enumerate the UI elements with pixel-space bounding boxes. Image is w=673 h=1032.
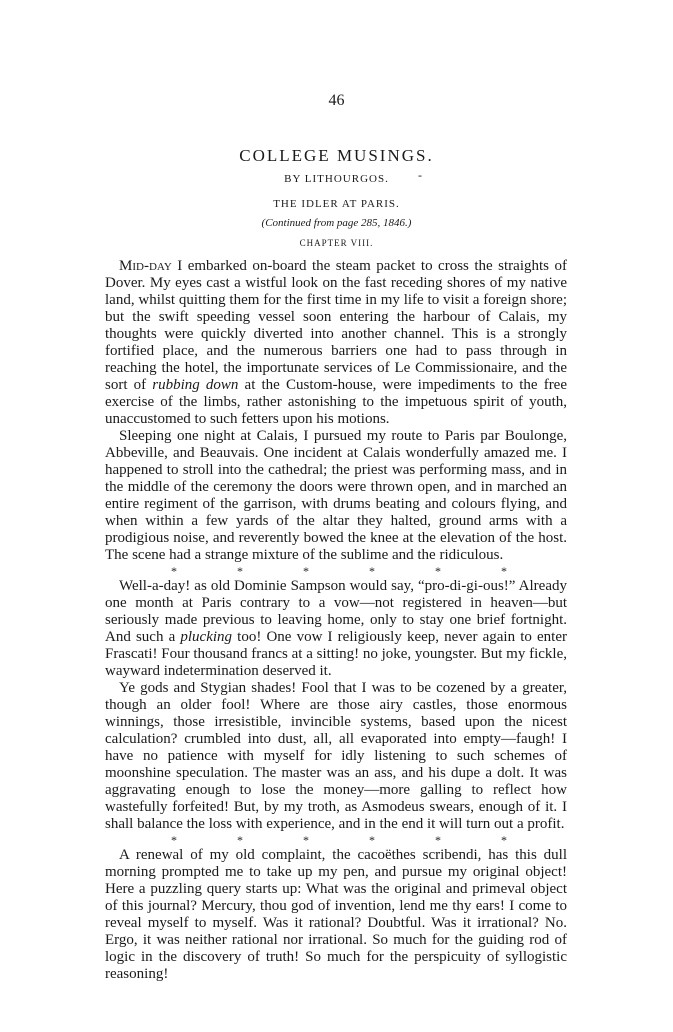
star-glyph: *: [237, 564, 243, 578]
paragraph-text: Well-a-day! as old Dominie Sampson would say, “pro-di-gi-ous!” Already one month at Paris contrary to a vow—not registered in heaven—but seriously made previous to leaving home, only to stay one brief fortnight. And such a: [105, 578, 567, 645]
article-body: [105, 258, 567, 983]
star-glyph: *: [369, 564, 375, 578]
chapter-heading: CHAPTER VIII.: [299, 238, 374, 248]
emphasis-text: plucking: [180, 629, 233, 645]
paragraph-1: [105, 258, 567, 428]
star-glyph: *: [435, 833, 441, 847]
paragraph-2: Sleeping one night at Calais, I pursued my route to Paris par Boulonge, Abbeville, and Beauvais. One incident at Calais wonderfully amazed me. I happened to stroll into the cathedral; the priest was performing mass, and in the middle of the ceremony the doors were thrown open, and in marched an entire regiment of the garrison, with drums beating and colours flying, and when within a few yards of the altar they halted, ground arms with a prodigious noise, and reverently bowed the knee at the elevation of the host. The scene had a strange mixture of the sublime and the ridiculous.: [105, 428, 567, 563]
paragraph-5: A renewal of my old complaint, the cacoëthes scribendi, has this dull morning prompted me to take up my pen, and pursue my original object! Here a puzzling query starts up: What was the original and primeval object of this journal? Mercury, thou god of invention, lend me thy ears! I come to reveal myself to myself. Was it rational? Doubtful. Was it irrational? No. Ergo, it was neither rational nor irrational. So much for the guiding rod of logic in the discovery of truth! So much for the perspicuity of syllogistic reasoning!: [105, 847, 567, 982]
star-glyph: *: [171, 833, 177, 847]
emphasis-text: rubbing down: [152, 377, 239, 393]
paragraph-text: too! One vow I religiously keep, never again to enter Frascati! Four thousand francs at a sitting! no joke, youngster. But my fickle, wayward indetermination deserved it.: [105, 629, 567, 679]
star-glyph: *: [501, 564, 507, 578]
article-byline: BY LITHOURGOS.: [284, 173, 389, 185]
star-glyph: *: [303, 833, 309, 847]
star-glyph: *: [435, 564, 441, 578]
star-glyph: *: [303, 564, 309, 578]
section-break-stars: [105, 833, 567, 847]
paragraph-lead: Mid-day: [119, 258, 172, 274]
star-glyph: *: [237, 833, 243, 847]
article-subtitle: THE IDLER AT PARIS.: [273, 198, 400, 210]
star-glyph: *: [501, 833, 507, 847]
star-glyph: *: [369, 833, 375, 847]
paragraph-text: at the Custom-house, were impediments to the free exercise of the limbs, rather astonishing to the impetuous spirit of youth, unaccustomed to such fetters upon his motions.: [105, 377, 568, 427]
page-number: 46: [328, 92, 345, 109]
paragraph-3: [105, 578, 567, 680]
article-title: COLLEGE MUSINGS.: [239, 146, 434, 165]
continued-note: (Continued from page 285, 1846.): [261, 217, 412, 229]
star-glyph: *: [171, 564, 177, 578]
byline-dash: -: [418, 168, 422, 182]
paragraph-text: I embarked on-board the steam packet to cross the straights of Dover. My eyes cast a wistful look on the fast receding shores of my native land, whilst quitting them for the first time in my life to visit a foreign shore; but the swift speeding vessel soon entering the harbour of Calais, my thoughts were quickly diverted into another channel. This is a strongly fortified place, and the numerous barriers one had to pass through in reaching the hotel, the importunate services of Le Commissionaire, and the sort of: [105, 258, 567, 393]
section-break-stars: [105, 564, 567, 578]
paragraph-4: Ye gods and Stygian shades! Fool that I was to be cozened by a greater, though an older fool! Where are those airy castles, those enormous winnings, those irresistible, invincible systems, based upon the nicest calculation? crumbled into dust, all, all evaporated into empty—faugh! I have no patience with myself for idly listening to such schemes of moonshine speculation. The master was an ass, and his dupe a dolt. It was aggravating enough to lose the money—more galling to reflect how wastefully forfeited! But, by my troth, as Asmodeus swears, enough of it. I shall balance the loss with experience, and in the end it will turn out a profit.: [105, 680, 567, 832]
